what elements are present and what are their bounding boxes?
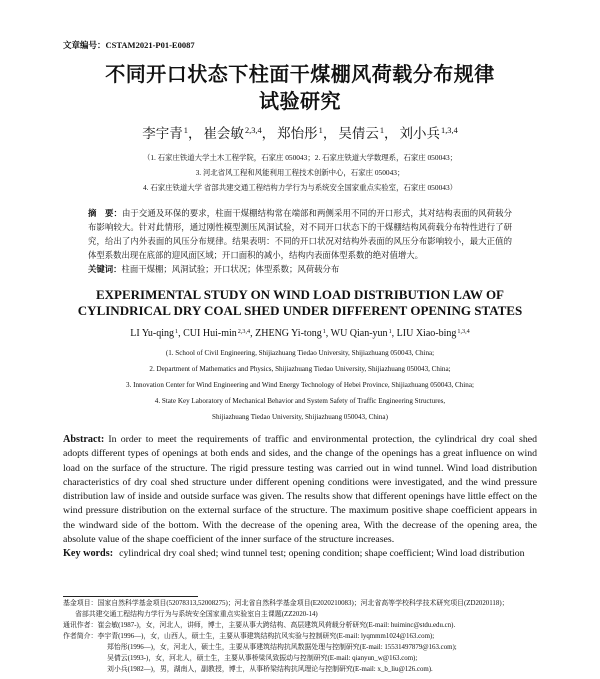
author-bio: 郑怡彤(1996—)，女，河北人，硕士生，主要从事建筑结构抗风数据处理与控制研究(E-mail: 15531497879@163.com); <box>107 644 457 651</box>
chinese-author-list <box>0 125 600 145</box>
author-affiliation-mark: 1 <box>388 327 392 335</box>
affiliation-line: (1. School of Civil Engineering, Shijiazhuang Tiedao University, Shijiazhuang 050043, China; <box>165 349 435 357</box>
author-name: 崔会敏 <box>203 126 244 141</box>
funding-text: 国家自然科学基金项目(52078313,52008275)；河北省自然科学基金项目(E2020210083)；河北省高等学校科学技术研究项目(ZD2020118)； <box>97 600 509 607</box>
author-separator: ， <box>187 126 202 141</box>
author-name: 吴倩云 <box>338 126 379 141</box>
keywords-text: 柱面干煤棚；风洞试验；开口状况；体型系数；风荷载分布 <box>121 265 340 274</box>
keywords-label: 关键词： <box>88 265 122 274</box>
author-name: WU Qian-yun <box>330 328 388 339</box>
author-separator: ， <box>322 126 337 141</box>
keywords-text: cylindrical dry coal shed; wind tunnel test; opening condition; shape coefficient; Wind load distribution <box>119 548 525 560</box>
author-affiliation-mark: 1 <box>175 327 179 335</box>
author-separator: ， <box>384 126 398 141</box>
author-bio <box>63 631 543 642</box>
author-separator: ， <box>261 126 276 141</box>
chinese-keywords <box>88 263 512 277</box>
funding-label: 基金项目： <box>63 600 98 607</box>
affiliation-line: 3. Innovation Center for Wind Engineering and Wind Energy Technology of Hebei Province, Shijiazhuang 050043, China; <box>126 381 474 389</box>
author-affiliation-mark: 2,3,4 <box>237 327 251 335</box>
keywords-label: Key words: <box>63 548 114 560</box>
bio-text: 李宇青(1996—)，女，山西人，硕士生，主要从事建筑结构抗风实验与控制研究(E-mail: lyqmmm1024@163.com); <box>97 633 435 640</box>
author-separator: , <box>391 328 397 339</box>
article-number: 文章编号：CSTAM2021-P01-E0087 <box>63 40 195 50</box>
english-abstract-block <box>63 433 537 561</box>
chinese-title-line-1: 不同开口状态下柱面干煤棚风荷载分布规律 <box>105 62 495 86</box>
author-affiliation-mark: 2,3,4 <box>244 126 262 136</box>
author-separator: , <box>178 328 184 339</box>
author-name: LIU Xiao-bing <box>396 328 457 339</box>
author-name: CUI Hui-min <box>183 328 237 339</box>
english-title-line-2: CYLINDRICAL DRY COAL SHED UNDER DIFFERENT OPENING STATES <box>77 303 523 318</box>
author-name: 郑怡彤 <box>277 126 318 141</box>
author-name: ZHENG Yi-tong <box>255 328 322 339</box>
bio-label: 作者简介： <box>63 633 98 640</box>
abstract-text: 由于交通及环保的要求，柱面干煤棚结构常在端部和两侧采用不同的开口形式，其对结构表面的风荷载分布影响较大。针对此情形，通过刚性模型测压风洞试验，对不同开口状态下的干煤棚结构风荷载分布特性进行了研究，给出了内外表面的风压分布规律。结果表明：不同的开口状况对结构外表面的风压分布影响较小，最大正值的体型系数出现在底部的迎风面区域；开口面积的减小，结构内表面体型系数的绝对值增大。 <box>88 209 513 260</box>
author-affiliation-mark: 1,3,4 <box>457 327 470 335</box>
footnote-divider <box>63 596 198 597</box>
corresponding-author-note <box>63 620 543 631</box>
english-title-line-1: EXPERIMENTAL STUDY ON WIND LOAD DISTRIBUTION LAW OF <box>95 287 504 302</box>
author-separator: , <box>325 328 331 339</box>
english-author-list <box>0 327 600 342</box>
english-abstract <box>63 433 537 547</box>
abstract-text: In order to meet the requirements of traffic and environmental protection, the cylindrical dry coal shed adopts different types of openings at both ends and sides, and the change of the openings has a great influence on wind load on the surface of the structure. The rigid pressure testing was carried out in wind tunnel. Wind load distribution characteristics of dry coal shed structure under different opening conditions were investigated, and the wind pressure distribution law of inside and outside surface was given. The results show that different openings have little effect on the wind pressure distribution on the external surface of the structure. The maximum positive shape coefficient appears in the windward side of the bottom. With the decrease of the opening area, With the decrease of the opening area, the absolute value of the shape coefficient of the inner surface of the structure increases. <box>63 434 537 546</box>
author-name: 李宇青 <box>142 126 183 141</box>
affiliation-line: 4. State Key Laboratory of Mechanical Behavior and System Safety of Traffic Engineering Structures, <box>154 397 446 405</box>
author-bio: 刘小兵(1982—)，男，湖南人，副教授，博士，从事桥梁结构抗风理论与控制研究(E-mail: x_b_liu@126.com). <box>107 666 433 673</box>
english-keywords <box>63 547 537 561</box>
affiliation-line: 3. 河北省风工程和风能利用工程技术创新中心，石家庄 050043； <box>195 168 405 177</box>
footnotes <box>63 598 543 675</box>
author-name: LI Yu-qing <box>130 328 175 339</box>
abstract-label: Abstract: <box>63 434 105 445</box>
chinese-affiliations <box>0 150 600 195</box>
chinese-abstract <box>88 207 512 263</box>
author-affiliation-mark: 1 <box>318 126 323 136</box>
author-bio: 吴倩云(1993-)，女，河北人，硕士生，主要从事桥梁风致振动与控制研究(E-mail: qianyun_w@163.com); <box>107 655 418 662</box>
author-affiliation-mark: 1 <box>183 126 188 136</box>
english-affiliations <box>0 345 600 425</box>
author-name: 刘小兵 <box>399 126 441 141</box>
author-affiliation-mark: 1,3,4 <box>441 126 458 136</box>
funding-note <box>63 598 543 609</box>
corresponding-label: 通讯作者： <box>63 622 98 629</box>
abstract-label: 摘 要： <box>88 209 122 218</box>
chinese-abstract-block <box>88 207 512 277</box>
affiliation-line: 2. Department of Mathematics and Physics, Shijiazhuang Tiedao University, Shijiazhuang 050043, China; <box>149 365 451 373</box>
corresponding-text: 崔会敏(1987-)，女，河北人，讲师，博士，主要从事大跨结构、高层建筑风荷载分析研究(E-mail: huiminc@stdu.edu.cn). <box>97 622 456 629</box>
english-title <box>0 287 600 319</box>
chinese-title <box>0 61 600 115</box>
affiliation-line: 4. 石家庄铁道大学 省部共建交通工程结构力学行为与系统安全国家重点实验室，石家庄 050043） <box>142 183 458 192</box>
affiliation-line: （1. 石家庄铁道大学土木工程学院，石家庄 050043；2. 石家庄铁道大学数理系，石家庄 050043； <box>142 153 458 162</box>
affiliation-line: Shijiazhuang Tiedao University, Shijiazhuang 050043, China) <box>212 413 388 421</box>
author-affiliation-mark: 1 <box>322 327 326 335</box>
author-affiliation-mark: 1 <box>379 126 385 136</box>
chinese-title-line-2: 试验研究 <box>259 89 341 113</box>
author-separator: , <box>250 328 256 339</box>
funding-note-continued: 省部共建交通工程结构力学行为与系统安全国家重点实验室自主课题(ZZ2020-14) <box>75 611 318 618</box>
